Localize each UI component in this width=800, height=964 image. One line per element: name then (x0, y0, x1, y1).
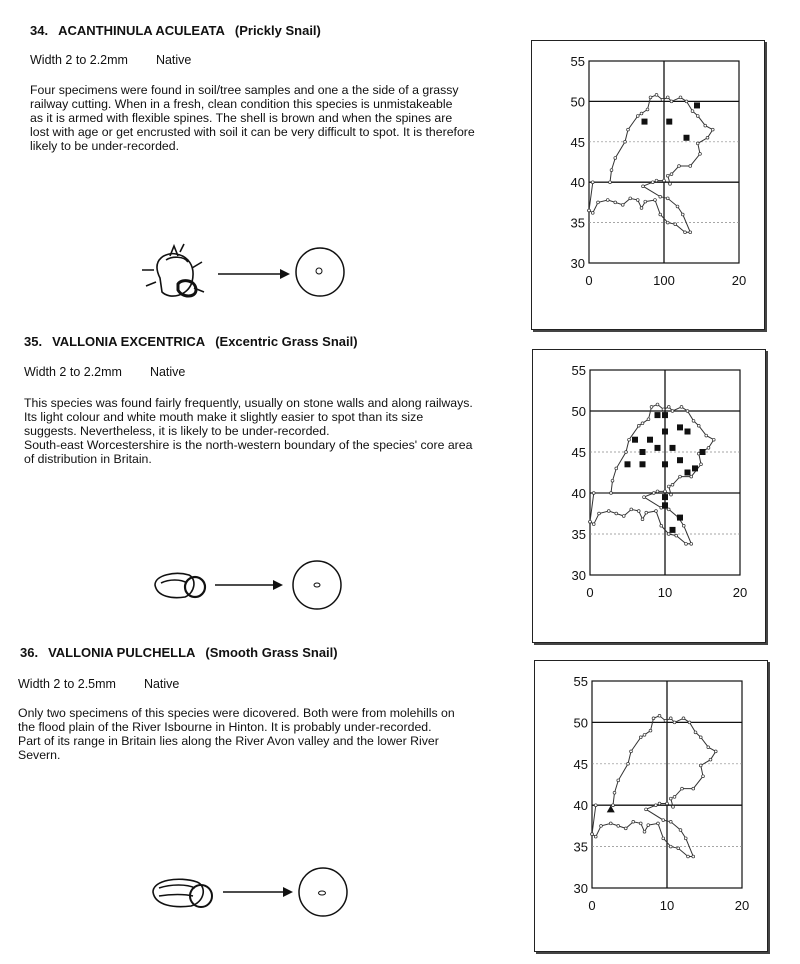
outline-vertex (591, 181, 594, 184)
description-line: This species was found fairly frequently, usually on stone walls and along railways. (24, 396, 473, 410)
record-marker (632, 437, 638, 443)
outline-vertex (630, 750, 633, 753)
shell-width: Width 2 to 2.2mm (24, 365, 122, 379)
record-marker (670, 527, 676, 533)
latin-name: VALLONIA EXCENTRICA (52, 334, 206, 349)
species-meta (18, 677, 179, 691)
outline-vertex (647, 418, 650, 421)
record-marker (662, 461, 668, 467)
description-line: South-east Worcestershire is the north-western boundary of the species' core area (24, 438, 473, 452)
outline-vertex (654, 804, 657, 807)
outline-vertex (643, 733, 646, 736)
outline-vertex (646, 108, 649, 111)
outline-vertex (606, 199, 609, 202)
outline-vertex (645, 808, 648, 811)
outline-vertex (662, 819, 665, 822)
outline-vertex (667, 406, 670, 409)
outline-vertex (652, 717, 655, 720)
outline-vertex (647, 824, 650, 827)
outline-vertex (641, 422, 644, 425)
y-tick-label: 55 (570, 54, 585, 69)
record-marker (655, 412, 661, 418)
outline-vertex (702, 775, 705, 778)
x-tick-label: 0 (585, 273, 593, 288)
outline-vertex (615, 467, 618, 470)
outline-vertex (610, 169, 613, 172)
grass-snail-shell-icon (153, 879, 212, 907)
record-marker (662, 502, 668, 508)
outline-vertex (659, 213, 662, 216)
record-marker (662, 494, 668, 500)
outline-vertex (641, 518, 644, 521)
outline-vertex (679, 96, 682, 99)
outline-vertex (640, 207, 643, 210)
outline-vertex (598, 512, 601, 515)
outline-vertex (690, 542, 693, 545)
outline-vertex (621, 203, 624, 206)
outline-vertex (600, 825, 603, 828)
outline-vertex (669, 820, 672, 823)
outline-vertex (673, 796, 676, 799)
outline-vertex (610, 492, 613, 495)
record-marker (700, 449, 706, 455)
outline-vertex (667, 508, 670, 511)
outline-vertex (655, 179, 658, 182)
outline-vertex (649, 729, 652, 732)
shell-underside-icon (299, 868, 347, 916)
record-marker (647, 437, 653, 443)
outline-vertex (658, 714, 661, 717)
outline-vertex (609, 181, 612, 184)
x-tick-label: 10 (657, 585, 673, 600)
shell-width: Width 2 to 2.5mm (18, 677, 116, 691)
species-heading (30, 23, 321, 38)
spiny-shell-icon (142, 244, 204, 296)
outline-vertex (699, 764, 702, 767)
outline-vertex (632, 820, 635, 823)
arrow-icon (215, 580, 283, 590)
outline-vertex (630, 508, 633, 511)
outline-vertex (666, 174, 669, 177)
y-tick-label: 50 (573, 715, 588, 731)
outline-vertex (667, 533, 670, 536)
outline-vertex (615, 512, 618, 515)
outline-vertex (661, 98, 664, 101)
outline-vertex (607, 510, 610, 513)
outline-vertex (669, 717, 672, 720)
outline-vertex (664, 719, 667, 722)
outline-vertex (667, 485, 670, 488)
outline-vertex (671, 410, 674, 413)
outline-vertex (624, 827, 627, 830)
species-description (30, 83, 535, 153)
latin-name: ACANTHINULA ACULEATA (58, 23, 225, 38)
outline-vertex (684, 837, 687, 840)
y-tick-label: 40 (571, 486, 586, 501)
grass-snail-shell-icon (155, 573, 205, 597)
species-heading (20, 645, 338, 660)
outline-vertex (659, 195, 662, 198)
outline-vertex (670, 173, 673, 176)
species-number: 34. (30, 23, 49, 38)
outline-vertex (675, 534, 678, 537)
record-marker (685, 429, 691, 435)
shell-underside-icon (296, 248, 344, 296)
outline-vertex (681, 787, 684, 790)
record-marker (684, 135, 690, 141)
record-marker (677, 515, 683, 521)
y-tick-label: 40 (573, 798, 588, 814)
description-line: Part of its range in Britain lies along the River Avon valley and the lower River (18, 734, 439, 748)
outline-vertex (636, 199, 639, 202)
outline-vertex (692, 787, 695, 790)
outline-vertex (679, 829, 682, 832)
outline-vertex (611, 479, 614, 482)
native-status: Native (155, 53, 192, 67)
outline-vertex (645, 511, 648, 514)
map-svg (533, 350, 765, 642)
outline-vertex (664, 490, 667, 493)
outline-vertex (685, 542, 688, 545)
outline-vertex (685, 100, 688, 103)
outline-vertex (689, 165, 692, 168)
outline-vertex (622, 515, 625, 518)
record-marker (670, 445, 676, 451)
outline-vertex (640, 112, 643, 115)
outline-vertex (670, 493, 673, 496)
species-meta (30, 53, 191, 67)
outline-vertex (627, 762, 630, 765)
x-tick-label: 20 (734, 898, 750, 913)
outline-vertex (612, 804, 615, 807)
x-tick-label: 20 (732, 585, 748, 600)
record-marker (655, 445, 661, 451)
outline-vertex (692, 855, 695, 858)
outline-vertex (591, 212, 594, 215)
record-marker (677, 424, 683, 430)
description-line: railway cutting. When in a fresh, clean condition this species is unmistakeable (30, 97, 453, 111)
outline-vertex (682, 524, 685, 527)
outline-vertex (639, 822, 642, 825)
outline-vertex (714, 750, 717, 753)
record-marker (640, 461, 646, 467)
description-line: the flood plain of the River Isbourne in Hinton. It is probably under-recorded. (18, 720, 432, 734)
shell-width: Width 2 to 2.2mm (30, 53, 128, 67)
outline-vertex (687, 855, 690, 858)
outline-vertex (589, 520, 592, 523)
outline-vertex (699, 153, 702, 156)
outline-vertex (655, 94, 658, 97)
outline-vertex (697, 424, 700, 427)
y-tick-label: 45 (573, 756, 588, 772)
outline-vertex (688, 721, 691, 724)
outline-vertex (663, 179, 666, 182)
outline-vertex (707, 746, 710, 749)
y-tick-label: 35 (571, 527, 586, 542)
outline-vertex (705, 434, 708, 437)
species-number: 35. (24, 334, 43, 349)
common-name: (Prickly Snail) (234, 23, 321, 38)
distribution-map-36 (534, 660, 768, 952)
outline-vertex (651, 181, 654, 184)
y-tick-label: 40 (570, 175, 585, 191)
outline-vertex (662, 837, 665, 840)
outline-vertex (700, 463, 703, 466)
outline-vertex (592, 492, 595, 495)
description-line: likely to be under-recorded. (30, 139, 180, 153)
record-marker (666, 119, 672, 125)
y-tick-label: 45 (570, 134, 585, 150)
species-description (24, 396, 529, 466)
x-tick-label: 10 (659, 898, 675, 913)
y-tick-label: 50 (570, 94, 585, 110)
description-line: of distribution in Britain. (24, 452, 152, 466)
species-description (18, 706, 523, 762)
arrow-icon (223, 887, 293, 897)
outline-vertex (643, 830, 646, 833)
outline-vertex (628, 438, 631, 441)
outline-vertex (707, 447, 710, 450)
outline-vertex (627, 128, 630, 131)
outline-vertex (591, 833, 594, 836)
shell-drawing-35 (145, 555, 355, 619)
outline-vertex (654, 199, 657, 202)
outline-vertex (677, 847, 680, 850)
description-line: Only two specimens of this species were dicovered. Both were from molehills on (18, 706, 455, 720)
map-svg (535, 661, 767, 951)
outline-vertex (666, 802, 669, 805)
outline-vertex (658, 802, 661, 805)
outline-vertex (694, 731, 697, 734)
y-tick-label: 45 (571, 445, 586, 460)
outline-vertex (712, 438, 715, 441)
outline-vertex (637, 510, 640, 513)
outline-vertex (660, 524, 663, 527)
outline-vertex (597, 201, 600, 204)
outline-vertex (643, 496, 646, 499)
outline-vertex (669, 845, 672, 848)
outline-vertex (650, 406, 653, 409)
outline-vertex (666, 96, 669, 99)
outline-vertex (666, 221, 669, 224)
outline-vertex (706, 136, 709, 139)
shell-underside-icon (293, 561, 341, 609)
outline-vertex (637, 424, 640, 427)
x-tick-label: 0 (586, 585, 594, 600)
record-marker (677, 457, 683, 463)
outline-vertex (594, 835, 597, 838)
y-tick-label: 50 (571, 404, 586, 419)
outline-vertex (614, 201, 617, 204)
outline-vertex (655, 510, 658, 513)
outline-vertex (613, 791, 616, 794)
outline-vertex (711, 128, 714, 131)
y-tick-label: 30 (573, 881, 588, 896)
outline-vertex (674, 223, 677, 226)
outline-vertex (704, 124, 707, 127)
outline-vertex (656, 490, 659, 493)
common-name: (Excentric Grass Snail) (215, 334, 358, 349)
y-tick-label: 30 (571, 568, 586, 583)
y-tick-label: 55 (573, 674, 588, 689)
outline-vertex (682, 717, 685, 720)
outline-vertex (699, 736, 702, 739)
description-line: lost with age or get encrusted with soil it can be very difficult to spot. It is therefore (30, 125, 475, 139)
outline-vertex (690, 475, 693, 478)
outline-vertex (691, 110, 694, 113)
outline-vertex (614, 157, 617, 160)
x-tick-label: 100 (653, 273, 675, 288)
native-status: Native (143, 677, 180, 691)
outline-vertex (680, 406, 683, 409)
description-line: Four specimens were found in soil/tree samples and one a the side of a grassy (30, 83, 459, 97)
y-tick-label: 35 (570, 215, 585, 231)
arrow-icon (218, 269, 290, 279)
record-marker (662, 429, 668, 435)
shell-drawing-36 (145, 862, 365, 926)
record-marker (640, 449, 646, 455)
outline-vertex (696, 115, 699, 118)
outline-vertex (662, 408, 665, 411)
outline-vertex (624, 140, 627, 143)
y-tick-label: 30 (570, 256, 585, 271)
outline-vertex (617, 825, 620, 828)
outline-vertex (673, 721, 676, 724)
description-line: as it is armed with flexible spines. The shell is brown and when the spines are (30, 111, 453, 125)
y-tick-label: 55 (571, 363, 586, 378)
outline-vertex (689, 231, 692, 234)
outline-vertex (709, 758, 712, 761)
latin-name: VALLONIA PULCHELLA (48, 645, 196, 660)
species-meta (24, 365, 185, 379)
outline-vertex (592, 523, 595, 526)
outline-vertex (588, 209, 591, 212)
species-number: 36. (20, 645, 39, 660)
species-heading (24, 334, 358, 349)
outline-vertex (696, 142, 699, 145)
outline-vertex (681, 213, 684, 216)
outline-vertex (649, 96, 652, 99)
outline-vertex (656, 403, 659, 406)
outline-vertex (625, 451, 628, 454)
outline-vertex (669, 797, 672, 800)
x-tick-label: 20 (731, 273, 747, 288)
outline-vertex (617, 779, 620, 782)
distribution-map-34 (531, 40, 765, 330)
outline-vertex (670, 100, 673, 103)
record-marker (685, 470, 691, 476)
outline-vertex (629, 197, 632, 200)
outline-vertex (669, 182, 672, 185)
description-line: suggests. Nevertheless, it is likely to be under-recorded. (24, 424, 330, 438)
outline-vertex (594, 804, 597, 807)
outline-vertex (642, 185, 645, 188)
record-marker (625, 461, 631, 467)
y-tick-label: 35 (573, 839, 588, 855)
outline-vertex (636, 115, 639, 118)
outline-vertex (672, 805, 675, 808)
outline-vertex (652, 492, 655, 495)
description-line: Severn. (18, 748, 61, 762)
outline-vertex (686, 410, 689, 413)
outline-vertex (644, 200, 647, 203)
record-marker (692, 465, 698, 471)
outline-vertex (692, 419, 695, 422)
outline-vertex (684, 231, 687, 234)
common-name: (Smooth Grass Snail) (205, 645, 338, 660)
native-status: Native (149, 365, 186, 379)
record-marker (642, 119, 648, 125)
outline-vertex (678, 165, 681, 168)
outline-vertex (657, 822, 660, 825)
record-marker (694, 102, 700, 108)
shell-drawing-34 (130, 238, 360, 308)
outline-vertex (679, 475, 682, 478)
distribution-map-35 (532, 349, 766, 643)
outline-vertex (671, 483, 674, 486)
outline-vertex (666, 197, 669, 200)
map-svg (532, 41, 764, 329)
description-line: Its light colour and white mouth make it slightly easier to spot than its size (24, 410, 424, 424)
outline-vertex (676, 205, 679, 208)
outline-vertex (639, 736, 642, 739)
x-tick-label: 0 (588, 898, 596, 913)
record-marker (662, 412, 668, 418)
outline-vertex (609, 822, 612, 825)
